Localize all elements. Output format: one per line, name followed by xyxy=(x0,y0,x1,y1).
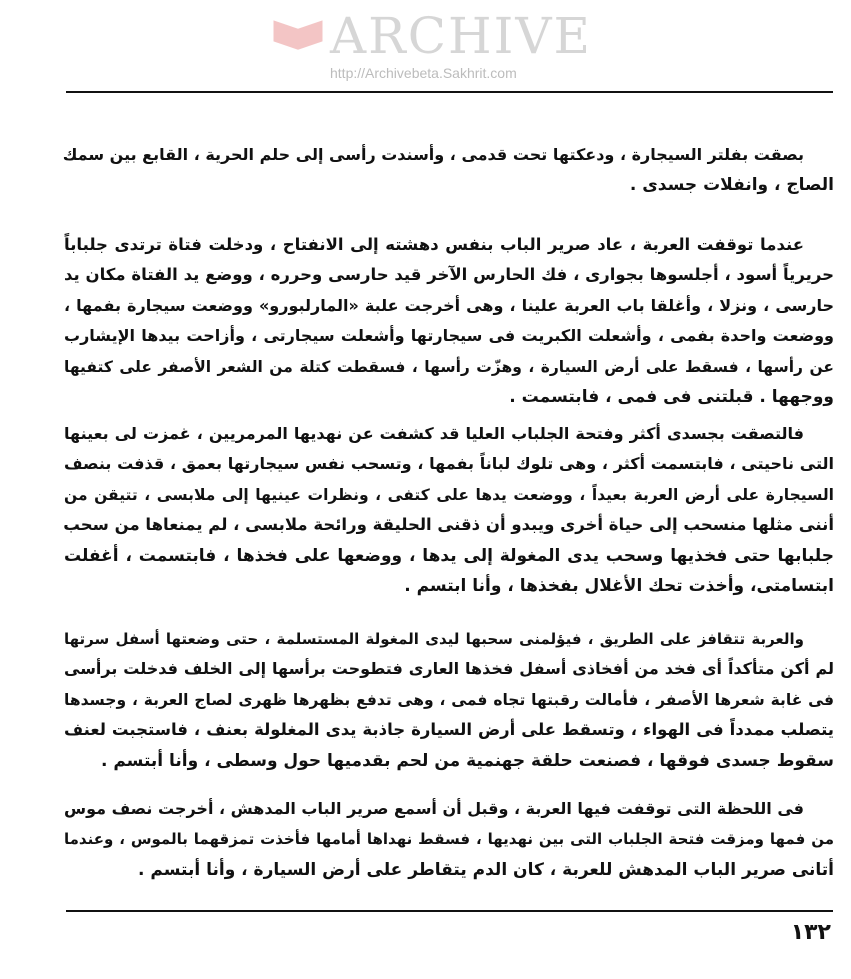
page-number: ١٣٢ xyxy=(790,920,831,945)
paragraph-line: أتانى صرير الباب المدهش للعربة ، كان الدم يتقاطر على أرض السيارة ، وأنا أبتسم . xyxy=(138,859,834,880)
paragraph-line: من فمها ومزقت فتحة الجلباب التى بين نهديها ، فسقط نهداها أمامها فأخذت تمزقهما بالموس ، وعندما xyxy=(64,830,834,849)
paragraph-line: ووضعت واحدة بفمى ، وأشعلت الكبريت فى سيجارتها وأشعلت سيجارتى ، وأزاحت بيدها الإيشارب xyxy=(64,326,834,346)
book-logo-icon xyxy=(270,14,326,54)
paragraph-line: السيجارة على أرض العربة بعيداً ، ووضعت يدها على كتفى ، ونظرات عينيها إلى ملابسى ، تتيقن من xyxy=(64,485,834,504)
paragraph-line: ووجهها . قبلتنى فى فمى ، فابتسمت . xyxy=(509,387,834,407)
paragraph-line: الصاج ، وانفلات جسدى . xyxy=(629,175,834,196)
watermark-text: ARCHIVE xyxy=(330,7,592,65)
paragraph-line: فالتصقت بجسدى أكثر وفتحة الجلباب العليا قد كشفت عن نهديها المرمريين ، غمزت لى بعينها xyxy=(64,424,804,443)
paragraph-line: لم أكن متأكداً أى فخد من أفخاذى أسفل فخذها العارى فتطوحت برأسها إلى الخلف فدخلت برأسى xyxy=(64,659,834,679)
paragraph-line: سقوط جسدى فوقها ، فصنعت حلقة جهنمية من لحم بقدميها حول وسطى ، وأنا أبتسم . xyxy=(100,750,834,771)
paragraph-line: التى ناحيتى ، فابتسمت أكثر ، وهى تلوك لباناً بفمها ، وتسحب نفس سيجارتها بعمق ، قذفت بنصف xyxy=(64,454,834,474)
paragraph-line: فى غابة شعرها الأصفر ، فأمالت رقبتها تجاه فمى ، وهى تدفع بظهرها ظهرى لصاج العربة ، وجسدها xyxy=(64,690,834,709)
top-rule xyxy=(66,91,833,93)
paragraph-line: أننى مثلها منسحب إلى حياة أخرى ويبدو أن ذقنى الحليقة ورائحة ملابسى ، لم يمنعاها من سحب xyxy=(63,515,834,535)
paragraph-line: حارسى ، ونزلا ، وأغلقا باب العربة علينا ، وهى أخرجت علبة «المارلبورو» ووضعت سيجارة بفمها ، xyxy=(64,295,834,315)
bottom-rule xyxy=(66,910,833,912)
paragraph-line: بصقت بفلتر السيجارة ، ودعكتها تحت قدمى ، وأسندت رأسى إلى حلم الحرية ، القابع بين سمك xyxy=(62,145,804,164)
paragraph-line: فى اللحظة التى توقفت فيها العربة ، وقبل أن أسمع صرير الباب المدهش ، أخرجت نصف موس xyxy=(64,799,804,818)
watermark-url: http://Archivebeta.Sakhrit.com xyxy=(330,65,517,81)
paragraph-line: جلبابها حتى فخذيها وسحب يدى المغولة إلى يدها ، ووضعها على فخذها ، فابتسمت ، أغفلت xyxy=(64,545,834,566)
paragraph-line: عندما توقفت العربة ، عاد صرير الباب بنفس دهشته إلى الانفتاح ، ودخلت فتاة ترتدى جلباباً xyxy=(64,235,804,254)
paragraph-line: والعربة تتقافز على الطريق ، فيؤلمنى سحبها ليدى المغولة المستسلمة ، حتى وضعتها أسفل سرتها xyxy=(64,630,804,648)
paragraph-line: حريرياً أسود ، أجلسوها بجوارى ، فك الحارس الآخر قيد حارسى وحرره ، ووضع يد الفتاة مكان يد xyxy=(64,265,834,285)
paragraph-line: يتصلب ممدداً فى الهواء ، وتسقط على أرض السيارة جاذبة يدى المغلولة بعنف ، فاستجبت لعنف xyxy=(64,720,834,740)
paragraph-line: عن رأسها ، فسقط على أرض السيارة ، وهزّت رأسها ، فسقطت كتلة من الشعر الأصفر على كتفيها xyxy=(64,357,834,376)
paragraph-line: ابتسامتى، وأخذت تحك الأغلال بفخذها ، وأنا ابتسم . xyxy=(404,576,834,596)
